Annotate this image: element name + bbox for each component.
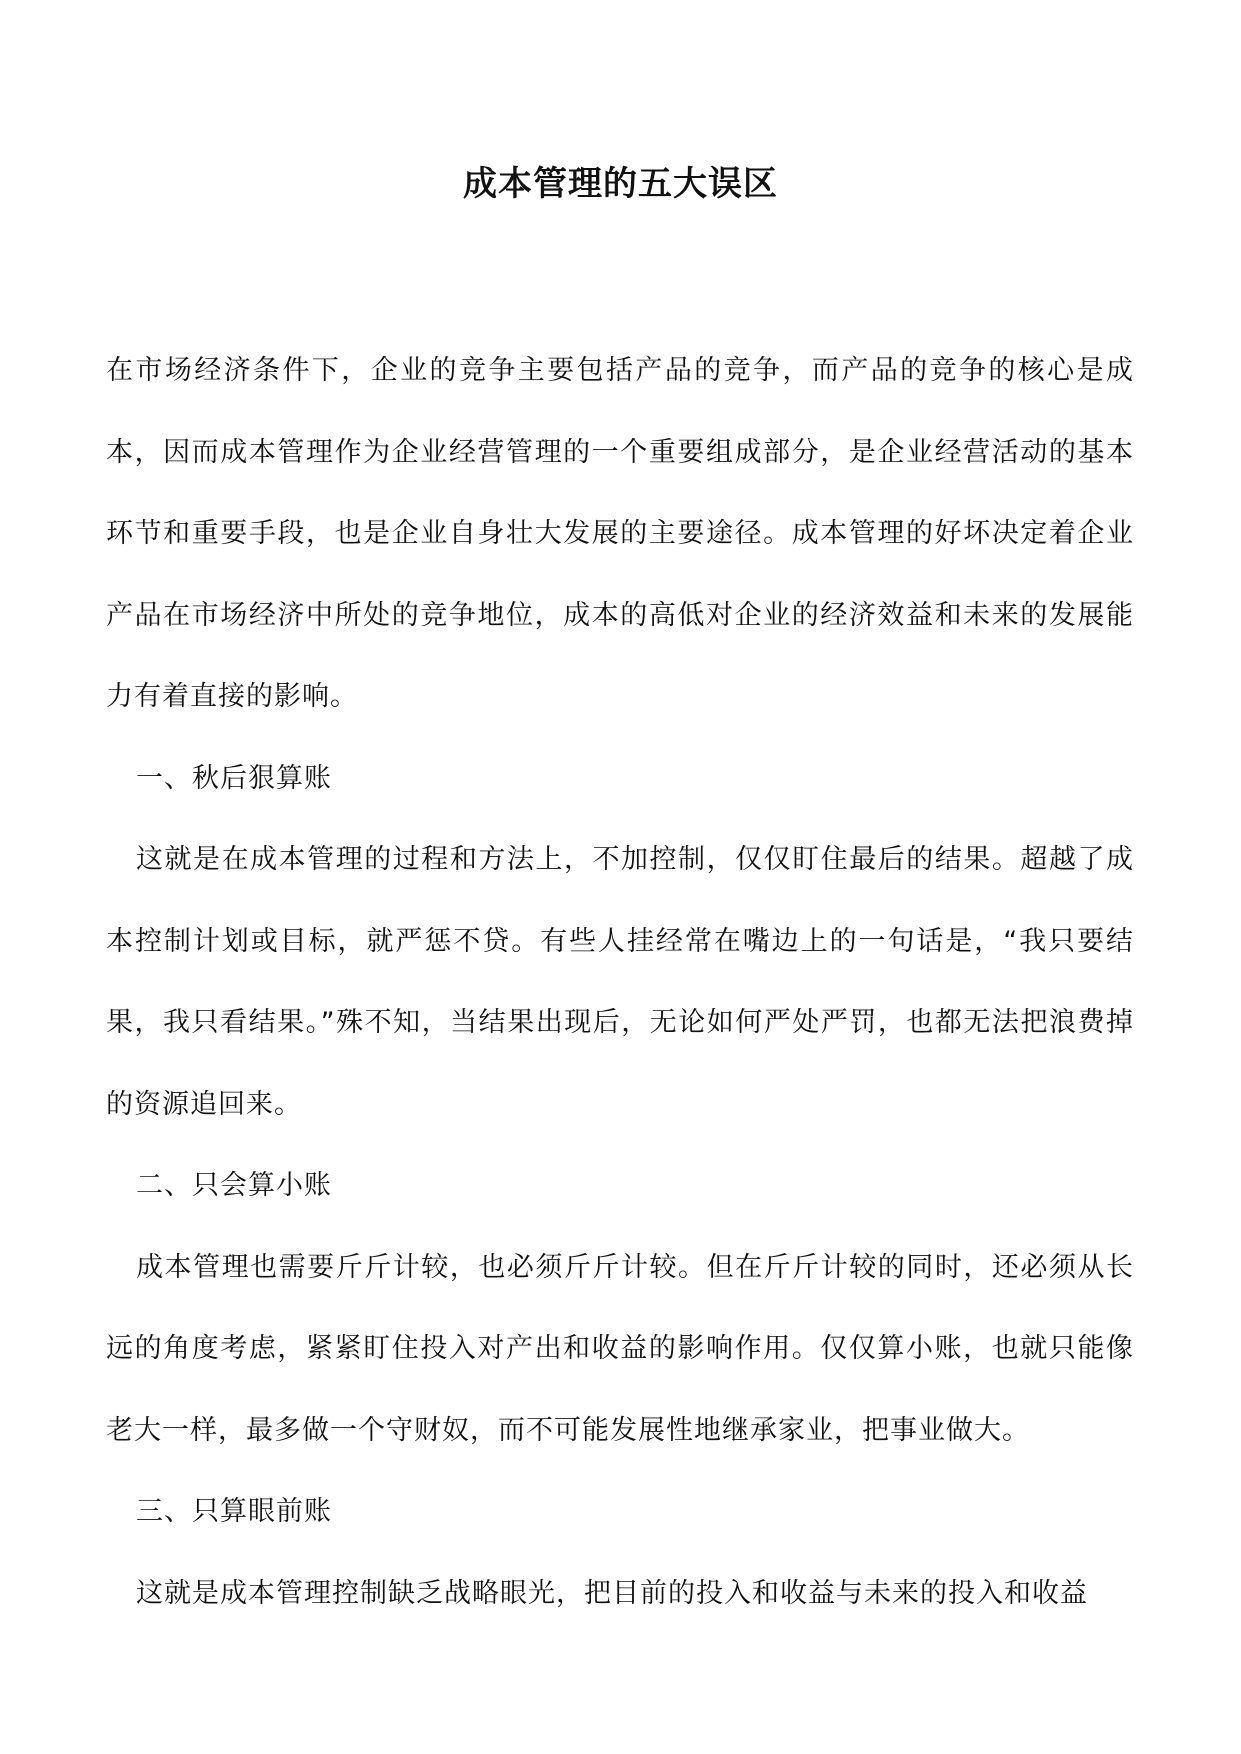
section-paragraph-2: 成本管理也需要斤斤计较，也必须斤斤计较。但在斤斤计较的同时，还必须从长远的角度考虑，紧紧盯住投入对产出和收益的影响作用。仅仅算小账，也就只能像老大一样，最多做一个守财奴，而不可能发展性地继承家业，把事业做大。 [106, 1251, 1134, 1446]
document-body [106, 330, 1134, 1634]
section-heading-2: 二、只会算小账 [136, 1170, 332, 1201]
intro-paragraph: 在市场经济条件下，企业的竞争主要包括产品的竞争，而产品的竞争的核心是成本，因而成本管理作为企业经营管理的一个重要组成部分，是企业经营活动的基本环节和重要手段，也是企业自身壮大发展的主要途径。成本管理的好坏决定着企业产品在市场经济中所处的竞争地位，成本的高低对企业的经济效益和未来的发展能力有着直接的影响。 [106, 355, 1134, 712]
section-paragraph-3: 这就是成本管理控制缺乏战略眼光，把目前的投入和收益与未来的投入和收益 [136, 1577, 1088, 1609]
section-paragraph-1: 这就是在成本管理的过程和方法上，不加控制，仅仅盯住最后的结果。超越了成本控制计划或目标，就严惩不贷。有些人挂经常在嘴边上的一句话是，“我只要结果，我只看结果。”殊不知，当结果出现后，无论如何严处严罚，也都无法把浪费掉的资源追回来。 [106, 844, 1134, 1120]
section-heading-1: 一、秋后狠算账 [136, 762, 332, 794]
section-heading-3: 三、只算眼前账 [136, 1496, 332, 1527]
document-title: 成本管理的五大误区 [463, 164, 778, 204]
